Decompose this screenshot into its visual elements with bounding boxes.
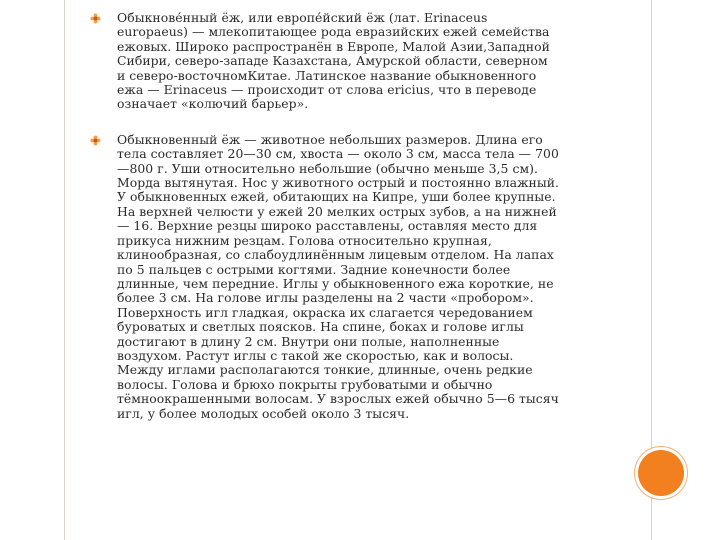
flower-bullet-icon xyxy=(90,13,101,24)
flower-bullet-icon xyxy=(90,135,101,146)
bullet-item-appearance xyxy=(90,133,560,421)
bullet-list xyxy=(90,11,560,421)
decorative-orange-circle xyxy=(638,450,684,496)
bullet-text: Обыкнове́нный ёж, или европе́йский ёж (лат. Erinaceus europaeus) — млекопитающее рода евразийских ежей семейства ежовых. Широко распространён в Европе, Малой Азии,Западной Сибири, северо-западе Казахстана, Амурской области, северном и северо-восточномКитае. Латинское название обыкновенного ежа — Erinaceus — происходит от слова ericius, что в переводе означает «колючий барьер». xyxy=(117,10,550,112)
bullet-item-description xyxy=(90,11,560,112)
bullet-text: Обыкновенный ёж — животное небольших размеров. Длина его тела составляет 20—30 см, хвоста — около 3 см, масса тела — 700—800 г. Уши относительно небольшие (обычно меньше 3,5 см). Морда вытянутая. Нос у животного острый и постоянно влажный. У обыкновенных ежей, обитающих на Кипре, уши более крупные. На верхней челюсти у ежей 20 мелких острых зубов, а на нижней — 16. Верхние резцы широко расставлены, оставляя место для прикуса нижним резцам. Голова относительно крупная, клинообразная, со слабоудлинённым лицевым отделом. На лапах по 5 пальцев с острыми когтями. Задние конечности более длинные, чем передние. Иглы у обыкновенного ежа короткие, не более 3 см. На голове иглы разделены на 2 части «пробором». Поверхность игл гладкая, окраска их слагается чередованием буроватых и светлых поясков. На спине, боках и голове иглы достигают в длину 2 см. Внутри они полые, наполненные воздухом. Растут иглы с такой же скоростью, как и волосы. Между иглами располагаются тонкие, длинные, очень редкие волосы. Голова и брюхо покрыты грубоватыми и обычно тёмноокрашенными волосам. У взрослых ежей обычно 5—6 тысяч игл, у более молодых особей около 3 тысяч. xyxy=(117,131,560,421)
